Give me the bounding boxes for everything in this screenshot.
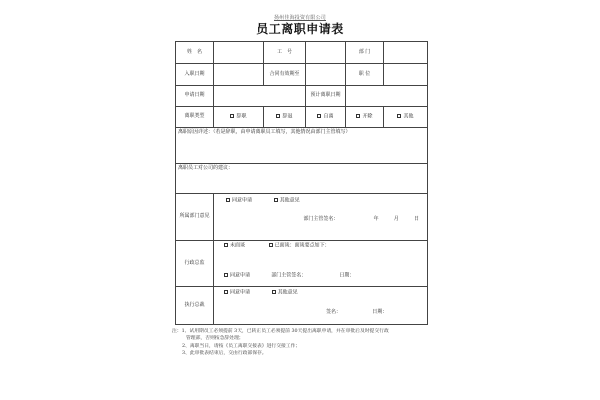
note-item-1-cont: 管理部，否则按急辞处理； — [186, 336, 244, 342]
admin-date-label: 日期： — [339, 272, 355, 279]
notes-prefix: 注： — [172, 329, 182, 334]
checkbox-icon — [269, 243, 273, 247]
checkbox-icon — [226, 198, 230, 202]
dept-day-label: 日 — [413, 216, 419, 223]
name-field[interactable] — [214, 42, 264, 64]
exec-signature-line — [216, 310, 425, 316]
admin-interview-points-label: 面谈要点如下： — [294, 242, 330, 249]
leave-type-option-dismiss[interactable] — [264, 107, 306, 128]
dept-other-label: 其他意见 — [279, 197, 300, 204]
admin-sign-label: 部门主管签名： — [271, 272, 307, 279]
admin-signature-line — [216, 273, 425, 279]
admin-director-field — [214, 241, 428, 287]
checkbox-icon — [230, 114, 234, 118]
checkbox-icon — [317, 114, 321, 118]
emp-no-label: 工 号 — [264, 42, 306, 64]
leave-type-option-expel[interactable] — [346, 107, 384, 128]
row-suggestion — [176, 164, 428, 194]
leave-type-option-self-leave[interactable] — [306, 107, 346, 128]
suggestion-label: 离职员工对公司的建议： — [178, 165, 234, 171]
row-leave-type — [176, 107, 428, 128]
admin-no-interview-option[interactable] — [224, 243, 245, 249]
dept-label: 部 门 — [346, 42, 384, 64]
dept-opinion-field — [214, 194, 428, 241]
note-item-3: 3、此审批表结束后，交由行政部保存。 — [182, 351, 267, 357]
row-apply — [176, 86, 428, 107]
dept-agree-option[interactable] — [226, 198, 252, 204]
expected-leave-date-label: 预计离职日期 — [306, 86, 346, 107]
dept-agree-label: 同意申请 — [232, 197, 253, 204]
apply-date-field[interactable] — [214, 86, 306, 107]
leave-type-other-label: 其他 — [403, 113, 414, 120]
checkbox-icon — [276, 114, 280, 118]
leave-type-resign-label: 辞职 — [236, 113, 247, 120]
note-item-1 — [172, 328, 434, 335]
exec-other-label: 其他意见 — [277, 289, 298, 296]
row-dept-opinion — [176, 194, 428, 241]
exec-director-label: 执行总裁 — [176, 287, 214, 325]
row-admin-director — [176, 241, 428, 287]
checkbox-icon — [397, 114, 401, 118]
leave-type-dismiss-label: 辞退 — [282, 113, 293, 120]
leave-type-self-leave-label: 自离 — [323, 113, 334, 120]
checkbox-icon — [224, 243, 228, 247]
hire-date-label: 入职日期 — [176, 64, 214, 86]
admin-no-interview-label: 未面谈 — [230, 242, 246, 249]
note-item-2: 2、离职当日，请按《员工离职交接表》进行交接工作； — [182, 343, 301, 349]
admin-director-label: 行政总监 — [176, 241, 214, 287]
row-reason — [176, 128, 428, 164]
dept-field[interactable] — [384, 42, 428, 64]
row-name — [176, 42, 428, 64]
exec-agree-option[interactable] — [224, 290, 250, 296]
leave-type-option-other[interactable] — [384, 107, 428, 128]
row-exec-director — [176, 287, 428, 325]
resignation-form-table — [175, 41, 428, 325]
position-label: 职 位 — [346, 64, 384, 86]
dept-month-label: 月 — [393, 216, 399, 223]
leave-type-expel-label: 开除 — [362, 113, 373, 120]
dept-opinion-label: 所属部门意见 — [176, 194, 214, 241]
name-label: 姓 名 — [176, 42, 214, 64]
suggestion-field[interactable] — [176, 164, 428, 194]
apply-date-label: 申请日期 — [176, 86, 214, 107]
admin-agree-label: 同意申请 — [230, 272, 251, 279]
exec-director-field — [214, 287, 428, 325]
note-1-line-1: 1、试用期员工必须提前 3天，已转正员工必须提前 30天提出离职申请，并在审批后及时提交行政 — [181, 329, 389, 334]
exec-sign-label: 签名： — [326, 309, 342, 316]
checkbox-icon — [224, 273, 228, 277]
emp-no-field[interactable] — [306, 42, 346, 64]
page-title: 员工离职申请表 — [256, 22, 344, 36]
checkbox-icon — [224, 290, 228, 294]
dept-signature-line — [216, 217, 425, 223]
contract-end-field[interactable] — [306, 64, 346, 86]
exec-date-label: 日期： — [372, 309, 388, 316]
reason-field[interactable] — [176, 128, 428, 164]
checkbox-icon — [356, 114, 360, 118]
admin-agree-option[interactable] — [224, 273, 250, 279]
position-field[interactable] — [384, 64, 428, 86]
dept-sign-label: 部门主管签名： — [303, 216, 339, 223]
contract-end-label: 合同有效期至 — [264, 64, 306, 86]
hire-date-field[interactable] — [214, 64, 264, 86]
company-name: 扬州佳海投资有限公司 — [273, 15, 326, 21]
admin-interviewed-option[interactable] — [269, 243, 330, 249]
expected-leave-date-field[interactable] — [346, 86, 428, 107]
admin-interviewed-label: 已面谈： — [274, 242, 295, 249]
checkbox-icon — [274, 198, 278, 202]
reason-label: 离职原因详述：（若是辞职，由申请离职员工填写，其他情况由部门主管填写） — [178, 129, 351, 135]
row-hire — [176, 64, 428, 86]
exec-other-option[interactable] — [272, 290, 298, 296]
checkbox-icon — [272, 290, 276, 294]
dept-year-label: 年 — [373, 216, 379, 223]
notes-section — [172, 328, 434, 358]
exec-agree-label: 同意申请 — [230, 289, 251, 296]
leave-type-label: 离职类型 — [176, 107, 214, 128]
dept-other-option[interactable] — [274, 198, 300, 204]
leave-type-option-resign[interactable] — [214, 107, 264, 128]
